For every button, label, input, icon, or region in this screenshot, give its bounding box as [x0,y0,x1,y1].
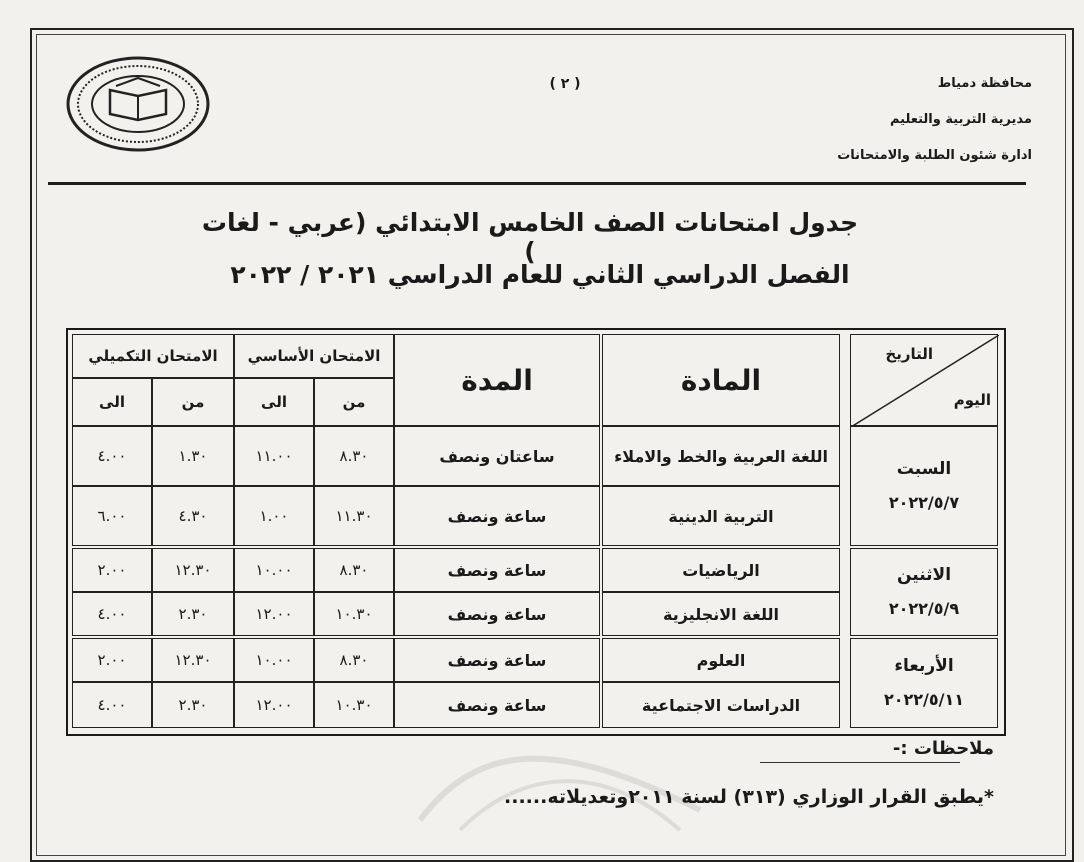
basic-to-header: الى [234,378,314,426]
basic-from-cell: ١٠.٣٠ [314,592,394,636]
basic-to-cell: ١٠.٠٠ [234,548,314,592]
day-cell-wednesday [850,638,998,728]
faint-watermark [400,720,720,840]
supplementary-from-cell: ٢.٣٠ [152,592,234,636]
directorate-seal-logo [66,56,210,152]
schedule-subtitle: الفصل الدراسي الثاني للعام الدراسي ٢٠٢١ / ٢٠٢٢ [230,260,850,289]
supplementary-to-cell: ٤.٠٠ [72,592,152,636]
subject-header: المادة [602,334,840,426]
subject-cell: اللغة العربية والخط والاملاء [602,426,840,486]
duration-cell: ساعة ونصف [394,638,600,682]
day-name: السبت [896,459,952,479]
supplementary-from-cell: ١٢.٣٠ [152,548,234,592]
day-cell-saturday [850,426,998,546]
basic-from-cell: ٨.٣٠ [314,548,394,592]
subject-cell: التربية الدينية [602,486,840,546]
day-cell-monday [850,548,998,636]
basic-to-cell: ١.٠٠ [234,486,314,546]
day-header: اليوم [953,391,991,409]
basic-from-header: من [314,378,394,426]
day-date: ٢٠٢٢/٥/٧ [888,493,960,512]
supplementary-from-cell: ١٢.٣٠ [152,638,234,682]
schedule-title: جدول امتحانات الصف الخامس الابتدائي (عربي - لغات ) [201,208,859,266]
duration-cell: ساعة ونصف [394,486,600,546]
date-header: التاريخ [885,345,933,363]
day-name: الاثنين [896,565,952,585]
supplementary-to-cell: ٤.٠٠ [72,682,152,728]
subject-cell: العلوم [602,638,840,682]
day-date: ٢٠٢٢/٥/٩ [888,599,960,618]
supplementary-from-header: من [152,378,234,426]
basic-from-cell: ١١.٣٠ [314,486,394,546]
duration-cell: ساعة ونصف [394,548,600,592]
basic-from-cell: ٨.٣٠ [314,638,394,682]
duration-cell: ساعة ونصف [394,682,600,728]
basic-to-cell: ١٢.٠٠ [234,592,314,636]
supplementary-to-header: الى [72,378,152,426]
supplementary-to-cell: ٢.٠٠ [72,548,152,592]
duration-cell: ساعة ونصف [394,592,600,636]
basic-to-cell: ١٢.٠٠ [234,682,314,728]
subject-cell: الرياضيات [602,548,840,592]
supplementary-to-cell: ٤.٠٠ [72,426,152,486]
basic-to-cell: ١١.٠٠ [234,426,314,486]
header-divider [48,182,1026,185]
basic-from-cell: ١٠.٣٠ [314,682,394,728]
basic-from-cell: ٨.٣٠ [314,426,394,486]
subject-cell: الدراسات الاجتماعية [602,682,840,728]
page-number: ( ٢ ) [549,76,581,92]
governorate-name: محافظة دمياط [937,76,1032,91]
notes-label: ملاحظات :- [892,738,994,759]
duration-header: المدة [394,334,600,426]
day-date: ٢٠٢٢/٥/١١ [883,690,965,709]
subject-cell: اللغة الانجليزية [602,592,840,636]
corner-header-cell [850,334,998,426]
exam-schedule-table [66,328,1006,736]
basic-to-cell: ١٠.٠٠ [234,638,314,682]
supplementary-to-cell: ٦.٠٠ [72,486,152,546]
supplementary-exam-header: الامتحان التكميلي [72,334,234,378]
supplementary-to-cell: ٢.٠٠ [72,638,152,682]
supplementary-from-cell: ١.٣٠ [152,426,234,486]
day-name: الأربعاء [894,656,954,676]
department-name: ادارة شئون الطلبة والامتحانات [837,148,1032,163]
directorate-name: مديرية التربية والتعليم [889,112,1032,127]
supplementary-from-cell: ٢.٣٠ [152,682,234,728]
note-text: *يطبق القرار الوزاري (٣١٣) لسنة ٢٠١١وتعديلاته...... [504,786,994,808]
header-block [837,66,1032,174]
supplementary-from-cell: ٤.٣٠ [152,486,234,546]
notes-underline [760,762,960,763]
basic-exam-header: الامتحان الأساسي [234,334,394,378]
duration-cell: ساعتان ونصف [394,426,600,486]
